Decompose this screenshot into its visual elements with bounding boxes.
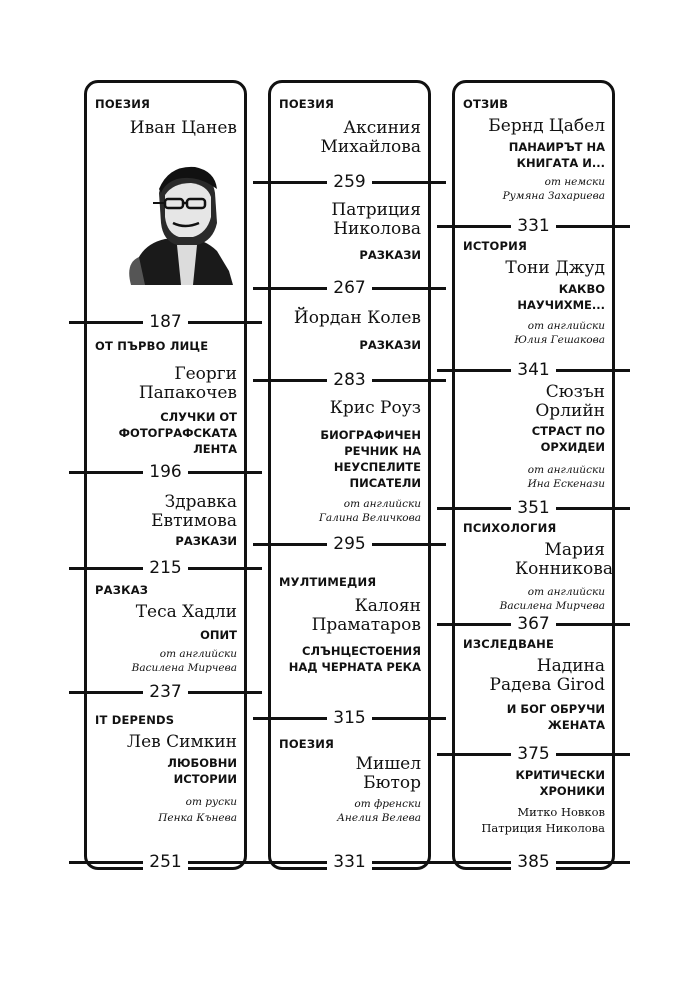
section-label: ОТ ПЪРВО ЛИЦЕ (95, 339, 209, 353)
translated-from: от английски (159, 648, 237, 660)
toc-column-3 (452, 80, 615, 870)
author-name: Надина Радева Girod (489, 656, 605, 695)
page-number: 341 (511, 359, 555, 381)
author-name: Аксиния Михайлова (320, 118, 421, 157)
page-number: 315 (327, 707, 371, 729)
page-number: 295 (327, 533, 371, 555)
section-label: ИСТОРИЯ (463, 239, 527, 253)
page-number: 237 (143, 681, 187, 703)
page-number-row (253, 171, 446, 193)
article-title: СЛУЧКИ ОТ ФОТОГРАФСКАТА ЛЕНТА (118, 410, 237, 456)
article-title: СЛЪНЦЕСТОЕНИЯ НАД ЧЕРНАТА РЕКА (288, 644, 421, 674)
article-title: КАКВО НАУЧИХМЕ... (517, 282, 605, 312)
page-number-row (437, 613, 630, 635)
author-name: Иван Цанев (129, 118, 237, 138)
translated-from: от английски (527, 586, 605, 598)
page-number-row (69, 851, 262, 873)
page-number-row (437, 851, 630, 873)
page-number: 259 (327, 171, 371, 193)
page-number-row (69, 681, 262, 703)
page-number-row (437, 215, 630, 237)
author-name: Мария Конникова (515, 540, 613, 579)
page-number-row (437, 743, 630, 765)
author-portrait (125, 153, 235, 285)
page-number: 367 (511, 613, 555, 635)
page-number-row (69, 557, 262, 579)
section-label: IT DEPENDS (95, 713, 175, 727)
page-number-row (253, 277, 446, 299)
translator-name: Галина Величкова (318, 512, 421, 524)
translator-name: Ина Ескенази (527, 478, 605, 490)
section-label: ПСИХОЛОГИЯ (463, 521, 557, 535)
section-label: ОТЗИВ (463, 97, 509, 111)
page-number: 375 (511, 743, 555, 765)
author-name: Здравка Евтимова (151, 492, 237, 531)
page-number-row (69, 311, 262, 333)
translator-name: Василена Мирчева (131, 662, 237, 674)
article-title: КРИТИЧЕСКИ ХРОНИКИ (515, 768, 605, 798)
page-number: 385 (511, 851, 555, 873)
page-number-row (253, 369, 446, 391)
section-label: ИЗСЛЕДВАНЕ (463, 637, 555, 651)
article-title: СТРАСТ ПО ОРХИДЕИ (531, 424, 605, 454)
author-name: Патриция Николова (481, 821, 605, 835)
page-number: 187 (143, 311, 187, 333)
page-number-row (69, 461, 262, 483)
article-title: РАЗКАЗИ (359, 338, 421, 352)
translated-from: от френски (354, 798, 421, 810)
author-name: Теса Хадли (135, 602, 237, 622)
section-label: ПОЕЗИЯ (279, 737, 335, 751)
page-number: 251 (143, 851, 187, 873)
page-number-row (253, 533, 446, 555)
author-name: Лев Симкин (126, 732, 237, 752)
translated-from: от английски (527, 464, 605, 476)
article-title: ЛЮБОВНИ ИСТОРИИ (167, 756, 237, 786)
page-number: 196 (143, 461, 187, 483)
author-name: Сюзън Орлийн (535, 382, 605, 421)
author-name: Мишел Бютор (355, 754, 421, 793)
section-label: ПОЕЗИЯ (279, 97, 335, 111)
page-number: 331 (511, 215, 555, 237)
author-name: Крис Роуз (329, 398, 421, 418)
page-number-row (437, 359, 630, 381)
page-number: 215 (143, 557, 187, 579)
section-label: МУЛТИМЕДИЯ (279, 575, 377, 589)
author-name: Митко Новков (517, 805, 605, 819)
page-number: 267 (327, 277, 371, 299)
author-name: Бернд Цабел (488, 116, 605, 136)
author-name: Георги Папакочев (138, 364, 237, 403)
translator-name: Пенка Кънева (158, 812, 237, 824)
translator-name: Анелия Велева (336, 812, 421, 824)
author-name: Тони Джуд (505, 258, 605, 278)
section-label: ПОЕЗИЯ (95, 97, 151, 111)
article-title: ПАНАИРЪТ НА КНИГАТА И... (508, 140, 605, 170)
translated-from: от немски (544, 176, 605, 188)
toc-column-2 (268, 80, 431, 870)
author-name: Калоян Праматаров (311, 596, 421, 635)
translator-name: Василена Мирчева (499, 600, 605, 612)
article-title: РАЗКАЗИ (359, 248, 421, 262)
translator-name: Юлия Гешакова (514, 334, 605, 346)
author-name: Йордан Колев (293, 308, 421, 328)
page-number-row (253, 707, 446, 729)
author-name: Патриция Николова (331, 200, 421, 239)
translated-from: от английски (527, 320, 605, 332)
article-title: БИОГРАФИЧЕН РЕЧНИК НА НЕУСПЕЛИТЕ ПИСАТЕЛИ (320, 428, 421, 490)
section-label: РАЗКАЗ (95, 583, 149, 597)
translated-from: от английски (343, 498, 421, 510)
page-number: 331 (327, 851, 371, 873)
article-title: И БОГ ОБРУЧИ ЖЕНАТА (506, 702, 605, 732)
page-number: 351 (511, 497, 555, 519)
page-number: 283 (327, 369, 371, 391)
toc-column-1 (84, 80, 247, 870)
page-number-row (437, 497, 630, 519)
article-title: ОПИТ (200, 628, 237, 642)
article-title: РАЗКАЗИ (175, 534, 237, 548)
translator-name: Румяна Захариева (502, 190, 605, 202)
translated-from: от руски (185, 796, 237, 808)
page-number-row (253, 851, 446, 873)
